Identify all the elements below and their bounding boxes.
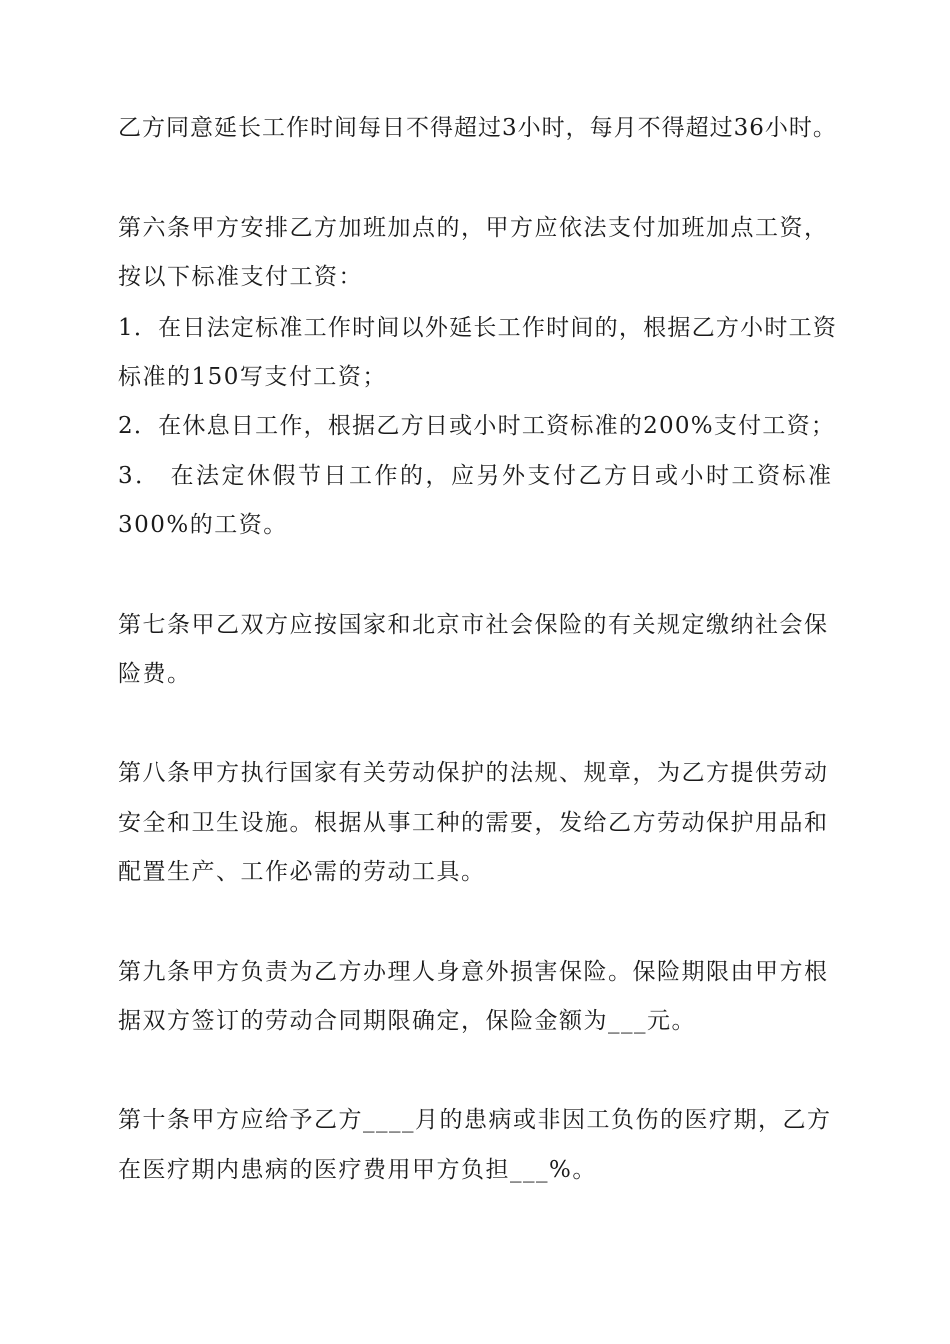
text-line-article-7: 第七条甲乙双方应按国家和北京市社会保险的有关规定缴纳社会保 <box>118 612 829 638</box>
text-line-item-3: 3． 在法定休假节日工作的，应另外支付乙方日或小时工资标准 <box>118 463 834 489</box>
text-line-article-9-cont: 据双方签订的劳动合同期限确定，保险金额为___元。 <box>118 1008 696 1034</box>
text-line-article-9: 第九条甲方负责为乙方办理人身意外损害保险。保险期限由甲方根 <box>118 959 829 985</box>
text-line-article-10: 第十条甲方应给予乙方____月的患病或非因工负伤的医疗期，乙方 <box>118 1107 832 1133</box>
text-line-item-1-cont: 标准的150写支付工资； <box>118 364 387 390</box>
text-line-article-8: 第八条甲方执行国家有关劳动保护的法规、规章，为乙方提供劳动 <box>118 760 829 786</box>
text-line-article-8-cont2: 配置生产、工作必需的劳动工具。 <box>118 859 486 885</box>
text-line-article-8-cont1: 安全和卫生设施。根据从事工种的需要，发给乙方劳动保护用品和 <box>118 810 829 836</box>
text-line-article-6-cont: 按以下标准支付工资： <box>118 264 363 290</box>
text-line-article-7-cont: 险费。 <box>118 661 192 687</box>
text-line-item-1: 1．在日法定标准工作时间以外延长工作时间的，根据乙方小时工资 <box>118 315 838 341</box>
text-line-item-3-cont: 300%的工资。 <box>118 512 288 538</box>
text-line-article-10-cont: 在医疗期内患病的医疗费用甲方负担___%。 <box>118 1157 597 1183</box>
text-line-article-6: 第六条甲方安排乙方加班加点的，甲方应依法支付加班加点工资， <box>118 215 829 241</box>
text-line-item-2: 2．在休息日工作，根据乙方日或小时工资标准的200%支付工资； <box>118 413 836 439</box>
text-line-overtime-limit: 乙方同意延长工作时间每日不得超过3小时，每月不得超过36小时。 <box>118 115 837 141</box>
